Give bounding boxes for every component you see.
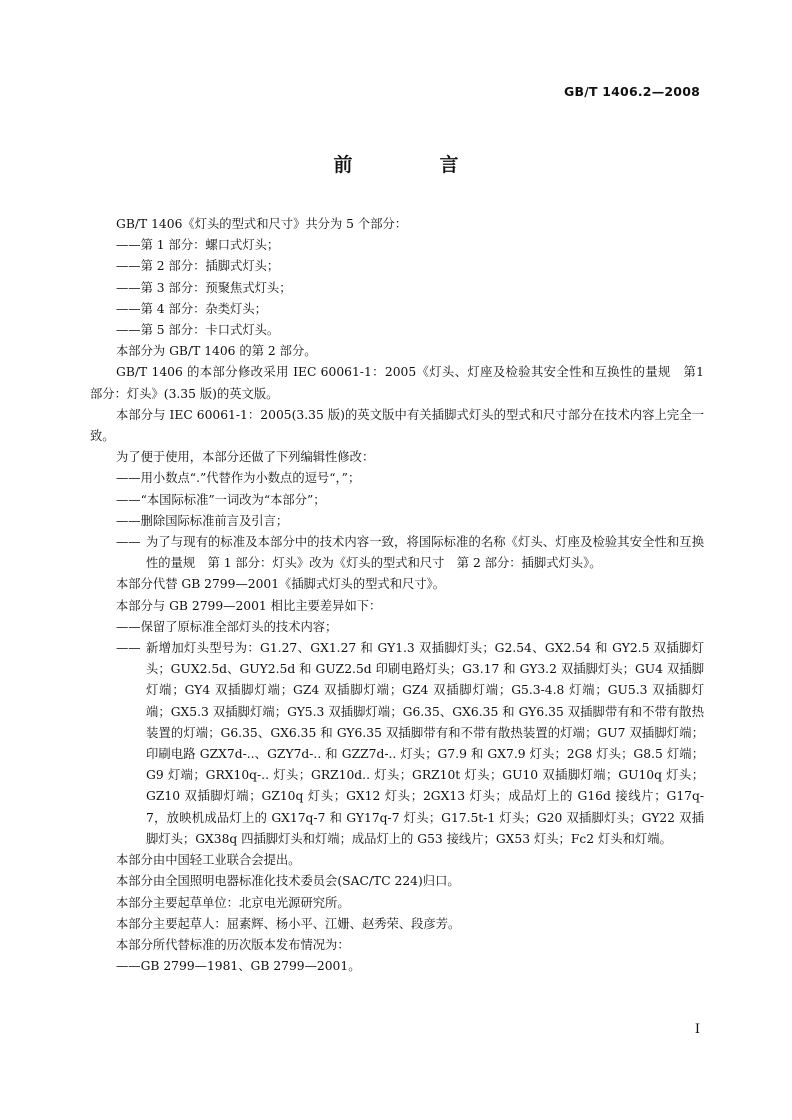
page-title: 前 言 <box>333 154 493 176</box>
paragraph-replaces: 本部分代替 GB 2799—2001《插脚式灯头的型式和尺寸》。 <box>116 577 446 592</box>
paragraph-history-intro: 本部分所代替标准的历次版本发布情况为： <box>116 937 350 952</box>
list-item-edit-3: ——删除国际标准前言及引言； <box>116 513 289 528</box>
paragraph-adoption: GB/T 1406 的本部分修改采用 IEC 60061-1：2005《灯头、灯座及检验其安全性和互换性的量规 第1 部分：灯头》(3.35 版)的英文版。 <box>90 365 704 401</box>
list-item-edit-1: ——用小数点“.”代替作为小数点的逗号“，”； <box>116 471 361 486</box>
paragraph-drafters: 本部分主要起草人：屈素辉、杨小平、江姗、赵秀荣、段彦芳。 <box>116 916 461 931</box>
paragraph-committee: 本部分由全国照明电器标准化技术委员会(SAC/TC 224)归口。 <box>116 874 460 889</box>
list-item-part-4: ——第 4 部分：杂类灯头； <box>116 301 267 316</box>
paragraph-diff-intro: 本部分与 GB 2799—2001 相比主要差异如下： <box>116 598 382 613</box>
list-item-part-5: ——第 5 部分：卡口式灯头。 <box>116 323 280 338</box>
list-item-part-2: ——第 2 部分：插脚式灯头； <box>116 259 280 274</box>
list-item-part-1: ——第 1 部分：螺口式灯头； <box>116 238 280 253</box>
list-item-diff-2: —— 新增加灯头型号为：G1.27、GX1.27 和 GY1.3 双插脚灯头；G2.54、GX2.54 和 GY2.5 双插脚灯头；GUX2.5d、GUY2.5d 和 GUZ2.5d 印刷电路灯头；G3.17 和 GY3.2 双插脚灯头；GU4 双插脚灯端；GY4 双插脚灯端；GZ4 双插脚灯端；GZ4 双插脚灯端；G5.3-4.8 灯端；GU5.3 双插脚灯端；GX5.3 双插脚灯端；GY5.3 双插脚灯端；G6.35、GX6.35 和 GY6.35 双插脚带有和不带有散热装置的灯端；G6.35、GX6.35 和 GY6.35 双插脚带有和不带有散热装置的灯端；GU7 双插脚灯端；印刷电路 GZX7d-..、GZY7d-.. 和 GZZ7d-.. 灯头；G7.9 和 GX7.9 灯头；2G8 灯头；G8.5 灯端；G9 灯端；GRX10q-.. 灯头；GRZ10d.. 灯头；GRZ10t 灯头；GU10 双插脚灯端；GU10q 灯头；GZ10 双插脚灯端；GZ10q 灯头；GX12 灯头；2GX13 灯头；成品灯上的 G16d 接线片；G17q-7，放映机成品灯上的 GX17q-7 和 GY17q-7 灯头；G17.5t-1 灯头；G20 双插脚灯头；GY22 双插脚灯头；GX38q 四插脚灯头和灯端；成品灯上的 G53 接线片；GX53 灯头；Fc2 灯头和灯端。 <box>116 641 704 846</box>
list-item-edit-2: ——“本国际标准”一词改为“本部分”； <box>116 492 326 507</box>
list-item-diff-2-text: 新增加灯头型号为：G1.27、GX1.27 和 GY1.3 双插脚灯头；G2.54、GX2.54 和 GY2.5 双插脚灯头；GUX2.5d、GUY2.5d 和 GUZ2.5d 印刷电路灯头；G3.17 和 GY3.2 双插脚灯头；GU4 双插脚灯端；GY4 双插脚灯端；GZ4 双插脚灯端；GZ4 双插脚灯端；G5.3-4.8 灯端；GU5.3 双插脚灯端；GX5.3 双插脚灯端；GY5.3 双插脚灯端；G6.35、GX6.35 和 GY6.35 双插脚带有和不带有散热装置的灯端；G6.35、GX6.35 和 GY6.35 双插脚带有和不带有散热装置的灯端；GU7 双插脚灯端；印刷电路 GZX7d-..、GZY7d-.. 和 GZZ7d-.. 灯头；G7.9 和 GX7.9 灯头；2G8 灯头；G8.5 灯端；G9 灯端；GRX10q-.. 灯头；GRZ10d.. 灯头；GRZ10t 灯头；GU10 双插脚灯端；GU10q 灯头；GZ10 双插脚灯端；GZ10q 灯头；GX12 灯头；2GX13 灯头；成品灯上的 G16d 接线片；G17q-7，放映机成品灯上的 GX17q-7 和 GY17q-7 灯头；G17.5t-1 灯头；G20 双插脚灯头；GY22 双插脚灯头；GX38q 四插脚灯头和灯端；成品灯上的 G53 接线片；GX53 灯头；Fc2 灯头和灯端。 <box>146 641 704 846</box>
page-number: I <box>694 1022 700 1037</box>
foreword-body <box>90 214 704 977</box>
list-item-edit-4-text: 为了与现有的标准及本部分中的技术内容一致，将国际标准的名称《灯头、灯座及检验其安全性和互换性的量规 第 1 部分：灯头》改为《灯头的型式和尺寸 第 2 部分：插脚式灯头》。 <box>146 535 704 571</box>
list-item-edit-4: —— 为了与现有的标准及本部分中的技术内容一致，将国际标准的名称《灯头、灯座及检验其安全性和互换性的量规 第 1 部分：灯头》改为《灯头的型式和尺寸 第 2 部分：插脚式灯头》。 <box>116 535 704 571</box>
paragraph-proposer: 本部分由中国轻工业联合会提出。 <box>116 853 301 868</box>
list-item-diff-1: ——保留了原标准全部灯头的技术内容； <box>116 619 338 634</box>
list-item-history: ——GB 2799—1981、GB 2799—2001。 <box>116 959 361 974</box>
paragraph-intro: GB/T 1406《灯头的型式和尺寸》共分为 5 个部分： <box>116 217 408 231</box>
paragraph-edits-intro: 为了便于使用，本部分还做了下列编辑性修改： <box>116 450 375 465</box>
paragraph-drafting-unit: 本部分主要起草单位：北京电光源研究所。 <box>116 895 350 910</box>
list-item-part-3: ——第 3 部分：预聚焦式灯头； <box>116 280 292 295</box>
standard-code: GB/T 1406.2—2008 <box>564 84 700 99</box>
paragraph-part-number: 本部分为 GB/T 1406 的第 2 部分。 <box>116 344 317 359</box>
paragraph-consistency: 本部分与 IEC 60061-1：2005(3.35 版)的英文版中有关插脚式灯头的型式和尺寸部分在技术内容上完全一致。 <box>90 407 704 444</box>
